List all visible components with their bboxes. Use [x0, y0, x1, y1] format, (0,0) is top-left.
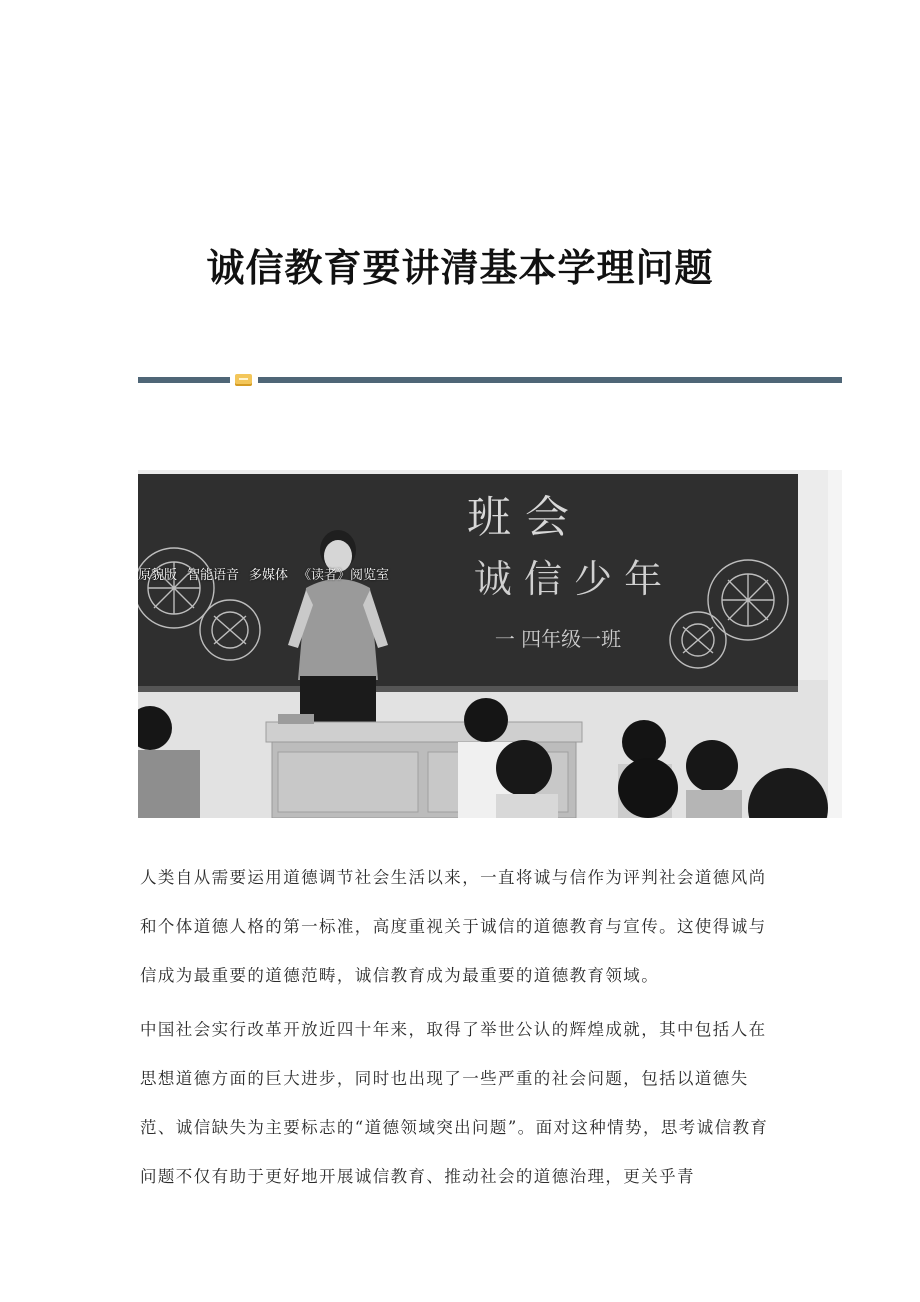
- classroom-photo: [138, 470, 842, 818]
- document-title: 诚信教育要讲清基本学理问题: [206, 245, 714, 291]
- tab-original[interactable]: 原貌版: [138, 568, 178, 583]
- paragraph-2: 中国社会实行改革开放近四十年来，取得了举世公认的辉煌成就，其中包括人在思想道德方面的巨大进步，同时也出现了一些严重的社会问题，包括以道德失范、诚信缺失为主要标志的“道德领域突出问题”。面对这种情势，思考诚信教育问题不仅有助于更好地开展诚信教育、推动社会的道德治理，更关乎青: [140, 1019, 769, 1186]
- chalkboard-theme: 诚 信 少 年: [473, 557, 663, 601]
- paragraph-1: 人类自从需要运用道德调节社会生活以来，一直将诚与信作为评判社会道德风尚和个体道德人格的第一标准，高度重视关于诚信的道德教育与宣传。这使得诚与信成为最重要的道德范畴，诚信教育成为最重要的道德教育领域。: [140, 867, 767, 985]
- tab-multimedia[interactable]: 多媒体: [249, 568, 289, 583]
- section-divider: [138, 374, 842, 386]
- divider-left-bar: [138, 377, 230, 383]
- chalkboard-heading: 班 会: [467, 492, 569, 543]
- divider-ornament-icon: [235, 374, 252, 386]
- chalkboard-class-label: 一 四年级一班: [494, 627, 622, 651]
- classroom-photo-illustration: [138, 470, 842, 818]
- reader-mode-tabs: [138, 564, 389, 583]
- tab-smart-voice[interactable]: 智能语音: [187, 568, 240, 583]
- tab-reading-room[interactable]: 《读者》阅览室: [298, 568, 390, 583]
- divider-right-bar: [258, 377, 842, 383]
